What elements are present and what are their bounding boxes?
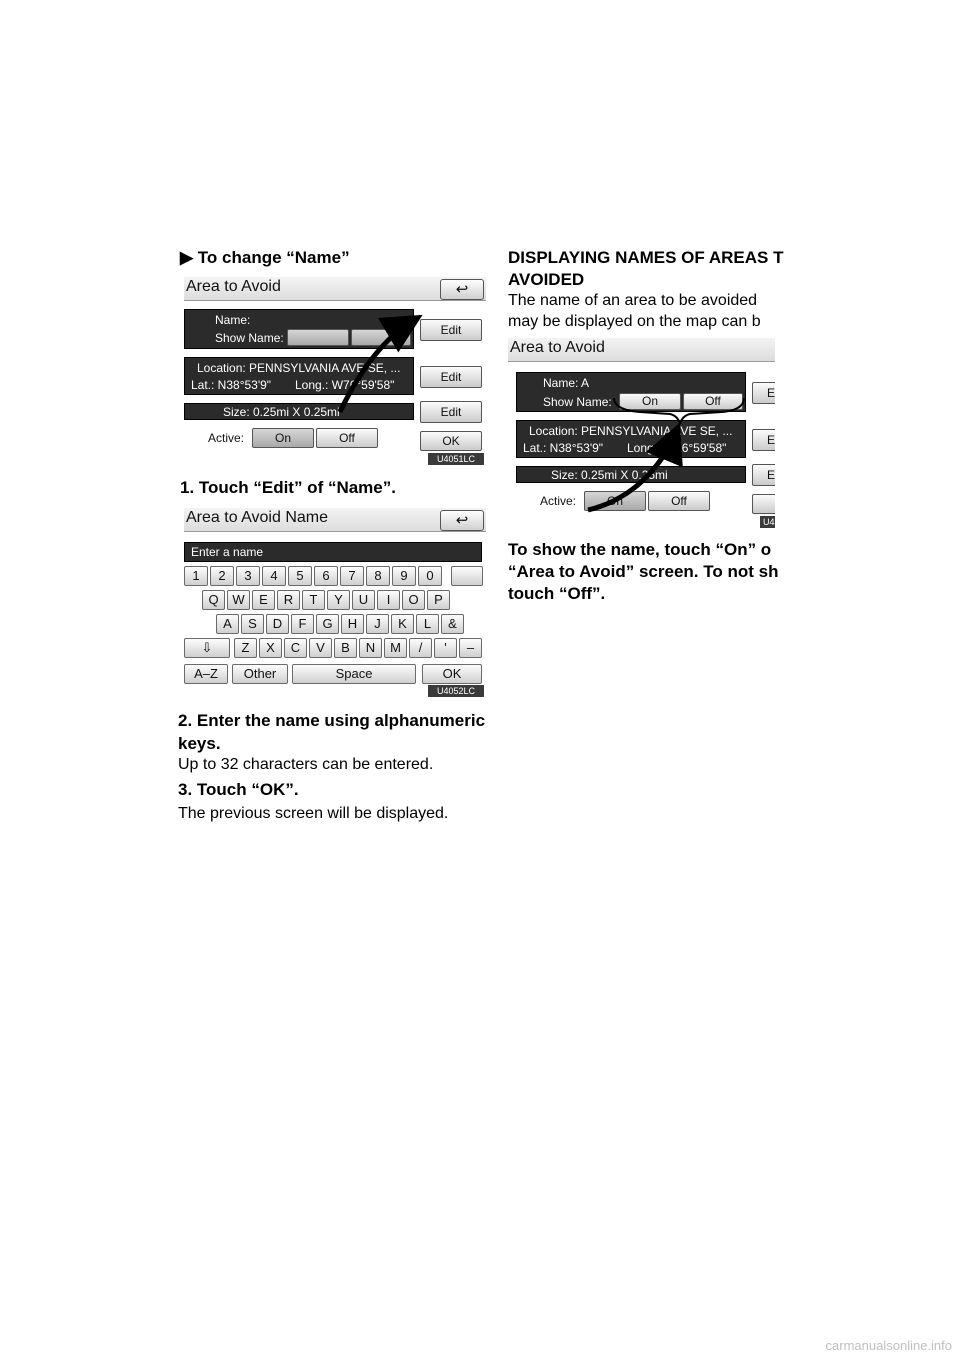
screen-title: Area to Avoid bbox=[186, 278, 281, 295]
key-2[interactable]: E bbox=[252, 590, 275, 610]
step-2-line-2: keys. bbox=[178, 734, 221, 753]
key-2[interactable]: 3 bbox=[236, 566, 260, 586]
name-input[interactable] bbox=[184, 542, 482, 562]
section-paragraph-line-1: The name of an area to be avoided bbox=[508, 292, 758, 309]
key-5[interactable]: 6 bbox=[314, 566, 338, 586]
size-edit-button[interactable]: Edit bbox=[420, 401, 482, 423]
figure-code: U4 bbox=[760, 516, 775, 528]
title-bar bbox=[508, 338, 775, 362]
key-0[interactable]: Z bbox=[234, 638, 257, 658]
active-off-button[interactable]: Off bbox=[316, 428, 378, 448]
key-8[interactable]: L bbox=[416, 614, 439, 634]
key-6[interactable]: 7 bbox=[340, 566, 364, 586]
key-6[interactable]: M bbox=[384, 638, 407, 658]
key-0[interactable]: A bbox=[216, 614, 239, 634]
key-9[interactable]: 0 bbox=[418, 566, 442, 586]
name-edit-button[interactable]: Edit bbox=[420, 319, 482, 341]
key-5[interactable]: Y bbox=[327, 590, 350, 610]
key-9[interactable]: P bbox=[427, 590, 450, 610]
space-key[interactable]: Space bbox=[292, 664, 416, 684]
section-paragraph-line-2: may be displayed on the map can b bbox=[508, 313, 761, 330]
active-label: Active: bbox=[208, 431, 245, 445]
name-edit-button-partial[interactable]: E bbox=[752, 382, 775, 404]
key-6[interactable]: J bbox=[366, 614, 389, 634]
screenshot-show-name bbox=[508, 338, 775, 528]
name-row bbox=[184, 309, 414, 349]
active-off-button[interactable]: Off bbox=[648, 491, 710, 511]
key-4[interactable]: 5 bbox=[288, 566, 312, 586]
screenshot-area-to-avoid-edit bbox=[184, 277, 486, 467]
key-4[interactable]: T bbox=[302, 590, 325, 610]
az-key[interactable]: A–Z bbox=[184, 664, 228, 684]
section-heading-line-2: AVOIDED bbox=[508, 270, 585, 289]
location-text: Location: PENNSYLVANIA AVE SE, ... bbox=[529, 424, 733, 438]
size-text: Size: 0.25mi X 0.25mi bbox=[223, 405, 340, 419]
back-button[interactable]: ↩ bbox=[440, 279, 484, 300]
key-6[interactable]: U bbox=[352, 590, 375, 610]
back-button[interactable]: ↩ bbox=[440, 510, 484, 531]
key-8[interactable]: 9 bbox=[392, 566, 416, 586]
name-label: Name: A bbox=[543, 376, 590, 390]
size-edit-button-partial[interactable]: E bbox=[752, 464, 775, 486]
heading-change-name: ▶ To change “Name” bbox=[180, 248, 350, 267]
ok-key[interactable]: OK bbox=[422, 664, 482, 684]
show-name-off-button[interactable]: Off bbox=[683, 393, 743, 410]
step-2-note: Up to 32 characters can be entered. bbox=[178, 756, 434, 773]
location-row bbox=[516, 420, 746, 458]
size-text: Size: 0.25mi X 0.25mi bbox=[551, 468, 668, 482]
key-7[interactable]: I bbox=[377, 590, 400, 610]
name-input-placeholder: Enter a name bbox=[191, 545, 264, 559]
key-3[interactable]: V bbox=[309, 638, 332, 658]
show-name-on-button[interactable]: On bbox=[619, 393, 681, 410]
location-edit-button-partial[interactable]: E bbox=[752, 429, 775, 451]
key-3[interactable]: R bbox=[277, 590, 300, 610]
key-1[interactable]: 2 bbox=[210, 566, 234, 586]
key-0[interactable]: 1 bbox=[184, 566, 208, 586]
ok-button-partial[interactable] bbox=[752, 494, 775, 514]
ok-button[interactable]: OK bbox=[420, 431, 482, 451]
key-1[interactable]: X bbox=[259, 638, 282, 658]
key-4[interactable]: G bbox=[316, 614, 339, 634]
key-9[interactable]: & bbox=[441, 614, 464, 634]
active-on-button[interactable]: On bbox=[584, 491, 646, 511]
location-edit-button[interactable]: Edit bbox=[420, 366, 482, 388]
screen-title: Area to Avoid bbox=[510, 339, 605, 356]
long-text: Long.: W76°59'58" bbox=[295, 378, 395, 392]
step-2-line-1: 2. Enter the name using alphanumeric bbox=[178, 711, 486, 730]
show-name-off-button[interactable] bbox=[351, 329, 411, 346]
title-bar bbox=[184, 277, 486, 301]
location-row bbox=[184, 357, 414, 395]
long-text: Long.: W76°59'58" bbox=[627, 441, 727, 455]
show-name-on-button[interactable] bbox=[287, 329, 349, 346]
other-key[interactable]: Other bbox=[232, 664, 288, 684]
key-4[interactable]: B bbox=[334, 638, 357, 658]
active-label: Active: bbox=[540, 494, 577, 508]
key-3[interactable]: F bbox=[291, 614, 314, 634]
key-7[interactable]: K bbox=[391, 614, 414, 634]
key-3[interactable]: 4 bbox=[262, 566, 286, 586]
size-row bbox=[184, 403, 414, 420]
key-5[interactable]: N bbox=[359, 638, 382, 658]
show-name-label: Show Name: bbox=[543, 395, 612, 409]
key-2[interactable]: D bbox=[266, 614, 289, 634]
step-3: 3. Touch “OK”. bbox=[178, 780, 299, 799]
step-3-note: The previous screen will be displayed. bbox=[178, 805, 449, 822]
key-5[interactable]: H bbox=[341, 614, 364, 634]
key-2[interactable]: C bbox=[284, 638, 307, 658]
name-row bbox=[516, 372, 746, 412]
name-label: Name: bbox=[215, 313, 251, 327]
instruction-line-1: To show the name, touch “On” o bbox=[508, 540, 772, 559]
footer-watermark: carmanualsonline.info bbox=[825, 1338, 952, 1353]
key-1[interactable]: S bbox=[241, 614, 264, 634]
figure-code: U4052LC bbox=[428, 685, 484, 697]
lat-text: Lat.: N38°53'9" bbox=[523, 441, 604, 455]
step-1: 1. Touch “Edit” of “Name”. bbox=[180, 478, 396, 497]
size-row bbox=[516, 466, 746, 483]
screenshot-keyboard bbox=[184, 508, 486, 698]
key-8[interactable]: O bbox=[402, 590, 425, 610]
key-7[interactable]: 8 bbox=[366, 566, 390, 586]
delete-key[interactable] bbox=[451, 566, 483, 586]
instruction-line-2: “Area to Avoid” screen. To not sh bbox=[508, 562, 779, 581]
section-heading-line-1: DISPLAYING NAMES OF AREAS T bbox=[508, 248, 784, 267]
key-0[interactable]: Q bbox=[202, 590, 225, 610]
key-9[interactable]: – bbox=[459, 638, 482, 658]
shift-key[interactable]: ⇩ bbox=[184, 638, 230, 658]
location-text: Location: PENNSYLVANIA AVE SE, ... bbox=[197, 361, 401, 375]
active-on-button[interactable]: On bbox=[252, 428, 314, 448]
key-8[interactable]: ' bbox=[434, 638, 457, 658]
instruction-line-3: touch “Off”. bbox=[508, 584, 606, 603]
show-name-label: Show Name: bbox=[215, 331, 284, 345]
key-1[interactable]: W bbox=[227, 590, 250, 610]
title-bar bbox=[184, 508, 486, 532]
screen-title: Area to Avoid Name bbox=[186, 509, 329, 526]
key-7[interactable]: / bbox=[409, 638, 432, 658]
figure-code: U4051LC bbox=[428, 453, 484, 465]
lat-text: Lat.: N38°53'9" bbox=[191, 378, 272, 392]
